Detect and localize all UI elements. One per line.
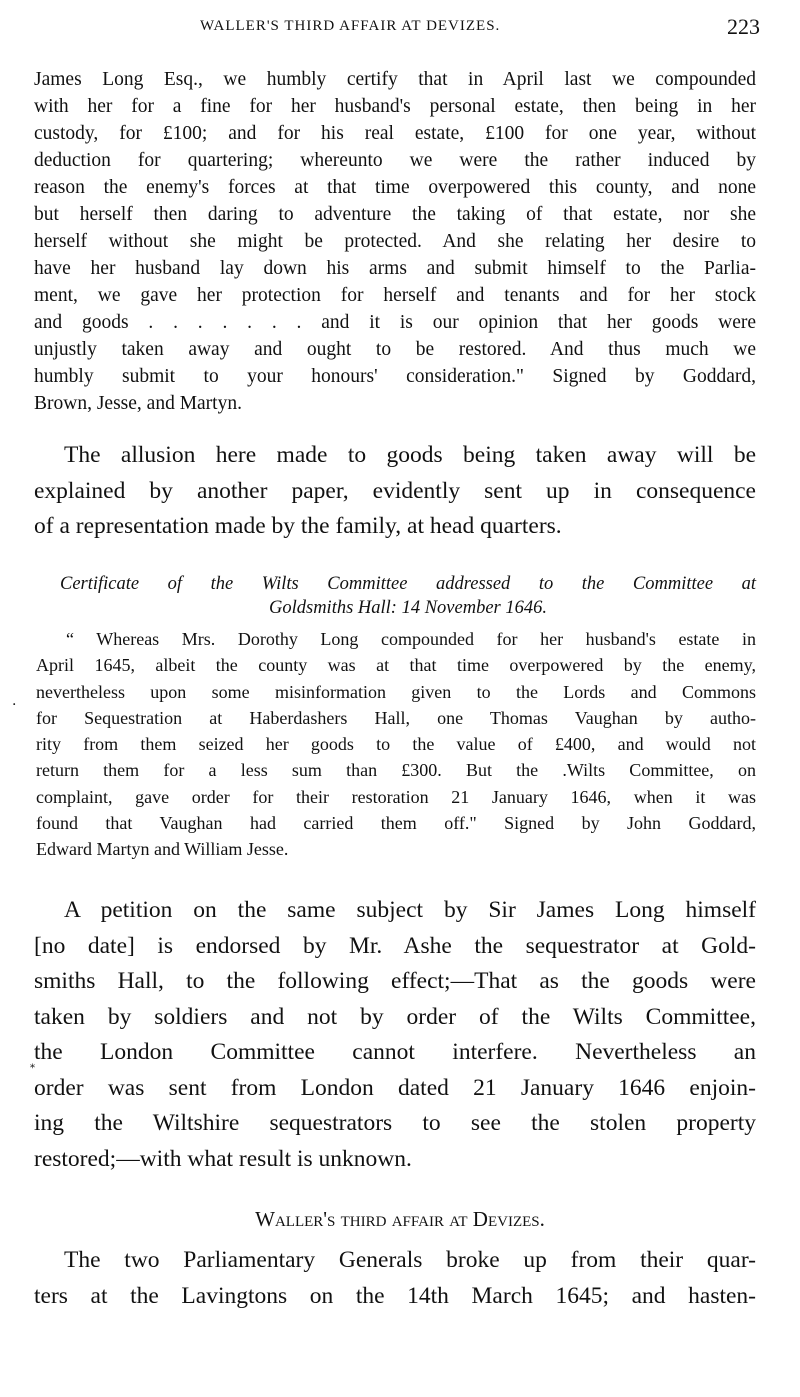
text-line: A petition on the same subject by Sir James Long himself xyxy=(64,897,756,923)
text-line: order was sent from London dated 21 January 1646 enjoin- xyxy=(34,1074,756,1101)
text-line: and goods . . . . . . . and it is our opinion that her goods were xyxy=(34,312,756,333)
margin-mark: * xyxy=(30,1063,35,1074)
petition-paragraph xyxy=(34,893,756,1177)
running-head: WALLER'S THIRD AFFAIR AT DEVIZES. xyxy=(200,18,501,34)
text-line: have her husband lay down his arms and submit himself to the Parlia- xyxy=(34,258,756,279)
text-line: Brown, Jesse, and Martyn. xyxy=(34,393,242,414)
text-line: of a representation made by the family, at head quarters. xyxy=(34,513,562,539)
title-line: Goldsmiths Hall: 14 November 1646. xyxy=(269,598,547,618)
text-line: unjustly taken away and ought to be restored. And thus much we xyxy=(34,339,756,360)
quoted-certificate-paragraph xyxy=(34,66,756,417)
text-line: [no date] is endorsed by Mr. Ashe the sequestrator at Gold- xyxy=(34,932,756,959)
text-line: “ Whereas Mrs. Dorothy Long compounded for her husband's estate in xyxy=(66,629,756,649)
page-number: 223 xyxy=(727,14,760,39)
text-line: herself without she might be protected. And she relating her desire to xyxy=(34,231,756,252)
text-line: restored;—with what result is unknown. xyxy=(34,1145,412,1172)
text-line: explained by another paper, evidently sent up in consequence xyxy=(34,477,756,504)
margin-mark: · xyxy=(12,697,17,713)
text-line: but herself then daring to adventure the taking of that estate, nor she xyxy=(34,204,756,225)
title-line: Certificate of the Wilts Committee addressed to the Committee at xyxy=(60,574,756,594)
text-line: reason the enemy's forces at that time overpowered this county, and none xyxy=(34,177,756,198)
certificate-title xyxy=(60,572,756,620)
text-line: deduction for quartering; whereunto we were the rather induced by xyxy=(34,150,756,171)
allusion-paragraph xyxy=(34,438,756,545)
text-line: for Sequestration at Haberdashers Hall, one Thomas Vaughan by autho- xyxy=(36,707,756,728)
text-line: the London Committee cannot interfere. Nevertheless an xyxy=(34,1039,756,1065)
certificate-body xyxy=(36,626,756,863)
text-line: return them for a less sum than £300. But the .Wilts Committee, on xyxy=(36,760,756,781)
text-line: smiths Hall, to the following effect;—That as the goods were xyxy=(34,968,756,994)
text-line: The allusion here made to goods being taken away will be xyxy=(64,442,756,468)
text-line: The two Parliamentary Generals broke up from their quar- xyxy=(64,1247,756,1273)
text-line: rity from them seized her goods to the value of £400, and would not xyxy=(36,734,756,755)
text-line: ing the Wiltshire sequestrators to see the stolen property xyxy=(34,1110,756,1136)
text-line: humbly submit to your honours' consideration." Signed by Goddard, xyxy=(34,366,756,387)
section-heading: Waller's third affair at Devizes. xyxy=(255,1207,545,1231)
text-line: found that Vaughan had carried them off." Signed by John Goddard, xyxy=(36,813,756,834)
text-line: Edward Martyn and William Jesse. xyxy=(36,839,289,860)
text-line: nevertheless upon some misinformation given to the Lords and Commons xyxy=(36,681,756,702)
text-line: taken by soldiers and not by order of the Wilts Committee, xyxy=(34,1003,756,1030)
text-line: custody, for £100; and for his real estate, £100 for one year, without xyxy=(34,123,756,144)
text-line: with her for a fine for her husband's personal estate, then being in her xyxy=(34,96,756,117)
text-line: James Long Esq., we humbly certify that in April last we compounded xyxy=(34,69,756,90)
text-line: April 1645, albeit the county was at that time overpowered by the enemy, xyxy=(36,655,756,676)
text-line: ment, we gave her protection for herself and tenants and for her stock xyxy=(34,285,756,306)
text-line: complaint, gave order for their restoration 21 January 1646, when it was xyxy=(36,786,756,807)
section-paragraph xyxy=(34,1243,756,1314)
text-line: ters at the Lavingtons on the 14th March 1645; and hasten- xyxy=(34,1282,756,1309)
